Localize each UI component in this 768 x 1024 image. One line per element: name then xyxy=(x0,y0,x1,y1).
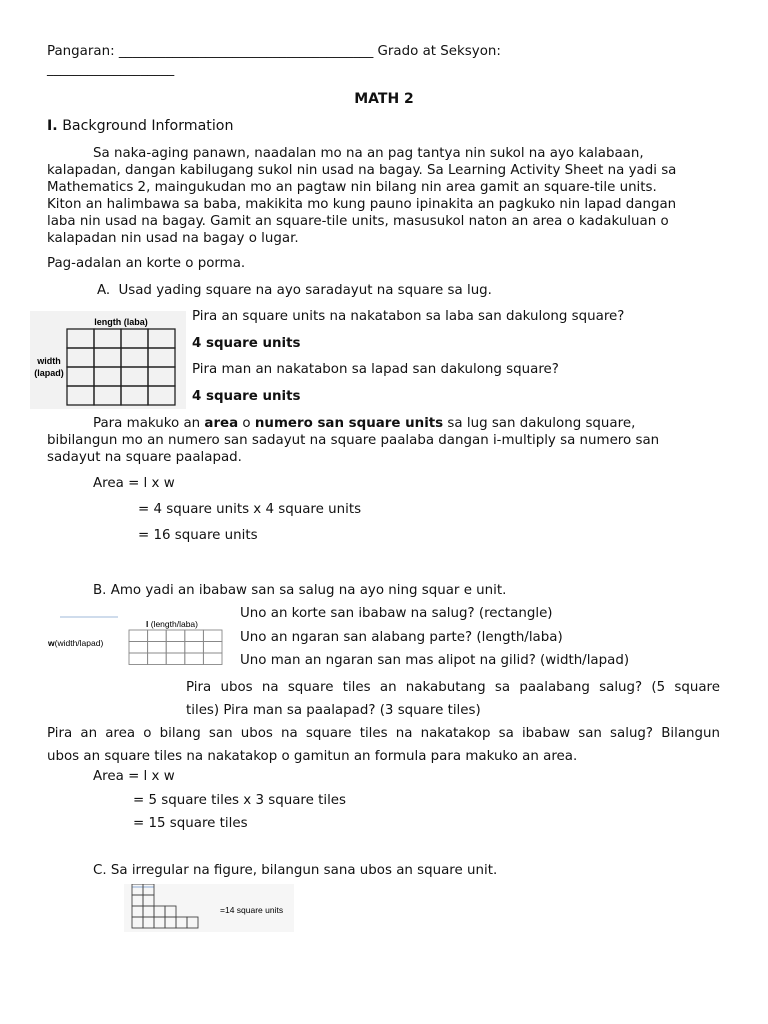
figure-b-width-label: w(width/lapad) xyxy=(48,638,104,648)
part-b-heading xyxy=(93,583,506,598)
grid-square xyxy=(166,653,185,665)
intro-line: laba nin usad na bagay. Gamit an square-tile units, masusukol naton an area o kadakuluan o xyxy=(47,214,669,229)
q5-line: Pira an area o bilang san ubos na square tiles na nakatakop sa ibabaw san salug? Bilangun xyxy=(47,726,720,741)
figure-b-length-label: l (length/laba) xyxy=(146,619,198,629)
part-a-formula-2: = 4 square units x 4 square units xyxy=(138,502,362,517)
figure-c-label: =14 square units xyxy=(220,905,284,915)
part-b-question-5 xyxy=(47,722,720,768)
grid-square xyxy=(203,642,222,654)
grid-square xyxy=(148,630,167,642)
section-title: Background Information xyxy=(62,118,234,134)
part-b-formula-2: = 5 square tiles x 3 square tiles xyxy=(133,793,347,808)
grid-square xyxy=(129,653,148,665)
section-heading xyxy=(47,118,233,134)
grid-square xyxy=(203,630,222,642)
grid-square xyxy=(185,642,204,654)
part-b-question-2: Uno an ngaran san alabang parte? (length/laba) xyxy=(240,630,563,645)
explain-bold-area: area xyxy=(204,416,239,431)
q5-line: ubos an square tiles na nakatakop o gamitun an formula para makuko an area. xyxy=(47,749,578,764)
part-c-label: C. xyxy=(93,863,107,878)
intro-line: Mathematics 2, maingukudan mo an pagtaw nin bilang nin area gamit an square-tile units. xyxy=(47,180,657,195)
part-b-label: B. xyxy=(93,583,107,598)
name-field-row xyxy=(47,44,501,59)
part-b-question-4 xyxy=(186,676,720,722)
grid-square xyxy=(166,630,185,642)
part-b-formula-1: Area = l x w xyxy=(93,769,175,784)
part-b-question-1: Uno an korte san ibabaw na salug? (rectangle) xyxy=(240,606,553,621)
part-b-formula-3: = 15 square tiles xyxy=(133,816,248,831)
grid-square xyxy=(148,653,167,665)
grid-square xyxy=(203,653,222,665)
part-b-text: Amo yadi an ibabaw san sa salug na ayo ning squar e unit. xyxy=(110,583,507,598)
part-a-explanation xyxy=(47,415,659,466)
intro-line: Sa naka-aging panawn, naadalan mo na an pag tantya nin sukol na ayo kalabaan, xyxy=(93,146,644,161)
figure-a-grid xyxy=(30,311,186,409)
explain-line: bibilangun mo an numero san sadayut na square paalaba dangan i-multiply sa numero san xyxy=(47,433,660,448)
part-a-text: Usad yading square na ayo saradayut na square sa lug. xyxy=(118,283,492,298)
name-label: Pangaran: xyxy=(47,44,115,59)
grid-square xyxy=(148,642,167,654)
part-a-formula-3: = 16 square units xyxy=(138,528,258,543)
explain-pre: Para makuko an xyxy=(93,416,205,431)
part-a-answer-2: 4 square units xyxy=(192,389,301,404)
study-prompt: Pag-adalan an korte o porma. xyxy=(47,256,246,271)
part-a-label: A. xyxy=(97,283,111,298)
grid-square xyxy=(129,630,148,642)
explain-line: sadayut na square paalapad. xyxy=(47,450,242,465)
part-b-question-3: Uno man an ngaran san mas alipot na gilid? (width/lapad) xyxy=(240,653,630,668)
figure-a-width-label-2: (lapad) xyxy=(34,368,64,378)
explain-bold-units: numero san square units xyxy=(254,416,444,431)
part-a-answer-1: 4 square units xyxy=(192,336,301,351)
part-a-formula-1: Area = l x w xyxy=(93,476,175,491)
grid-square xyxy=(185,653,204,665)
part-a-question-1: Pira an square units na nakatabon sa laba san dakulong square? xyxy=(192,309,625,324)
part-c-text: Sa irregular na figure, bilangun sana ubos an square unit. xyxy=(110,863,498,878)
figure-b-grid xyxy=(46,612,228,668)
grade-label: Grado at Seksyon: xyxy=(377,44,501,59)
section-number: I. xyxy=(47,118,58,134)
name-blank[interactable]: ______________________________________ xyxy=(118,44,374,59)
grid-square xyxy=(185,630,204,642)
part-a-question-2: Pira man an nakatabon sa lapad san dakulong square? xyxy=(192,362,559,377)
explain-mid: o xyxy=(238,416,255,431)
page-title: MATH 2 xyxy=(354,91,414,107)
q4-line: Pira ubos na square tiles an nakabutang sa paalabang salug? (5 square xyxy=(186,680,720,695)
part-a-heading xyxy=(97,283,492,298)
q4-line: tiles) Pira man sa paalapad? (3 square tiles) xyxy=(186,703,481,718)
figure-a-width-label: width xyxy=(37,356,61,366)
intro-line: kalapadan nin usad na bagay o lugar. xyxy=(47,231,299,246)
part-c-heading xyxy=(93,863,497,878)
intro-line: Kiton an halimbawa sa baba, makikita mo kung pauno ipinakita an pagkuko nin lapad dangan xyxy=(47,197,677,212)
figure-c-irregular xyxy=(124,884,294,932)
intro-paragraph xyxy=(47,145,676,247)
figure-a-length-label: length (laba) xyxy=(94,317,148,327)
explain-post: sa lug san dakulong square, xyxy=(443,416,636,431)
grid-square xyxy=(166,642,185,654)
intro-line: kalapadan, dangan kabilugang sukol nin usad na bagay. Sa Learning Activity Sheet na yadi sa xyxy=(47,163,677,178)
grid-square xyxy=(129,642,148,654)
grade-blank[interactable]: ___________________ xyxy=(47,62,175,77)
